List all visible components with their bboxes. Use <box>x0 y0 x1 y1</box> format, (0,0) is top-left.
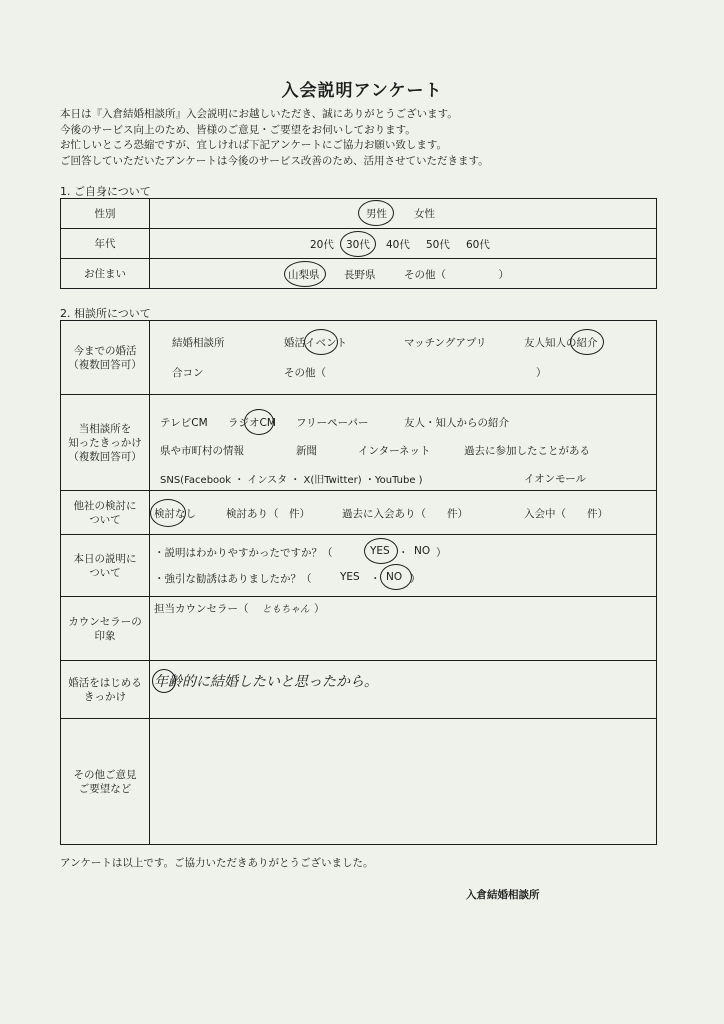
trigger-label-line: （複数回答可） <box>68 450 142 463</box>
explanation-q2-no[interactable]: NO <box>386 571 403 583</box>
trigger-sns-option[interactable]: SNS(Facebook ・ インスタ ・ X(旧Twitter) ・YouTube ) <box>160 475 423 486</box>
gender-options <box>150 199 657 229</box>
start-answer-handwriting: 年齢的に結婚したいと思ったから。 <box>154 674 378 690</box>
trigger-label-line: 知ったきっかけ <box>68 436 142 449</box>
konkatsu-label-line: （複数回答可） <box>68 358 142 371</box>
footer-thanks: アンケートは以上です。ご協力いただきありがとうございました。 <box>60 857 374 869</box>
trigger-aeon-option[interactable]: イオンモール <box>524 473 587 485</box>
section2-heading: 2. 相談所について <box>60 307 151 320</box>
residence-options <box>150 259 657 289</box>
trigger-tvcm-option[interactable]: テレビCM <box>160 417 208 429</box>
explanation-q1-no[interactable]: NO <box>414 545 431 557</box>
konkatsu-friend-option[interactable]: 友人知人の紹介 <box>524 337 598 349</box>
trigger-options <box>150 395 657 491</box>
residence-yamanashi-option[interactable]: 山梨県 <box>288 269 320 281</box>
gender-female-option[interactable]: 女性 <box>414 208 435 220</box>
age-label: 年代 <box>61 229 150 259</box>
explanation-q2-text: ・強引な勧誘はありましたか？（ <box>154 573 312 585</box>
konkatsu-label-line: 今までの婚活 <box>73 344 137 357</box>
age-option-60s[interactable]: 60代 <box>466 239 490 251</box>
trigger-internet-option[interactable]: インターネット <box>358 445 431 457</box>
comments-label <box>61 719 150 845</box>
residence-nagano-option[interactable]: 長野県 <box>344 269 376 281</box>
section2-table <box>60 320 657 845</box>
trigger-city-option[interactable]: 県や市町村の情報 <box>160 445 244 457</box>
counselor-label-line: カウンセラーの <box>68 615 142 628</box>
trigger-newspaper-option[interactable]: 新聞 <box>296 445 317 457</box>
konkatsu-app-option[interactable]: マッチングアプリ <box>404 337 487 349</box>
explanation-label-line: ついて <box>89 566 121 579</box>
age-options <box>150 229 657 259</box>
gender-label: 性別 <box>61 199 150 229</box>
konkatsu-label <box>61 321 150 395</box>
explanation-label-line: 本日の説明に <box>73 552 137 565</box>
explanation-q2-yes[interactable]: YES <box>340 571 360 583</box>
residence-label: お住まい <box>61 259 150 289</box>
explanation-q1-text: ・説明はわかりやすかったですか？（ <box>154 547 333 559</box>
age-option-40s[interactable]: 40代 <box>386 239 410 251</box>
footer-company: 入倉結婚相談所 <box>466 889 540 901</box>
trigger-freepaper-option[interactable]: フリーペーパー <box>296 417 369 429</box>
konkatsu-soudanjo-option[interactable]: 結婚相談所 <box>172 337 225 349</box>
others-current-option[interactable]: 入会中（ 件） <box>524 508 608 520</box>
explanation-options <box>150 535 657 597</box>
section1-heading: 1. ご自身について <box>60 185 151 198</box>
intro-line: お忙しいところ恐縮ですが、宜しければ下記アンケートにご協力お願い致します。 <box>60 139 448 151</box>
start-label <box>61 661 150 719</box>
intro-line: 本日は『入倉結婚相談所』入会説明にお越しいただき、誠にありがとうございます。 <box>60 108 458 120</box>
start-label-line: 婚活をはじめる <box>68 676 142 689</box>
konkatsu-other-option[interactable]: その他（ <box>284 367 326 379</box>
others-label-line: ついて <box>89 513 121 526</box>
intro-line: 今後のサービス向上のため、皆様のご意見・ご要望をお伺いしております。 <box>60 123 416 136</box>
counselor-assigned-suffix: ） <box>314 603 325 615</box>
explanation-q2-sep: ・ <box>370 573 381 585</box>
explanation-q1-sep: ・ <box>398 547 409 559</box>
others-past-option[interactable]: 過去に入会あり（ 件） <box>342 508 468 520</box>
trigger-label <box>61 395 150 491</box>
konkatsu-other-close: ） <box>536 367 547 379</box>
page-title: 入会説明アンケート <box>281 81 443 101</box>
residence-other-option[interactable]: その他（ ） <box>404 269 509 281</box>
start-field[interactable] <box>150 661 657 719</box>
explanation-q2-close: ） <box>410 573 421 585</box>
explanation-label <box>61 535 150 597</box>
konkatsu-event-option[interactable]: 婚活イベント <box>284 337 347 349</box>
others-none-option[interactable]: 検討なし <box>154 508 196 520</box>
explanation-q1-close: ） <box>436 547 447 559</box>
trigger-friend-option[interactable]: 友人・知人からの紹介 <box>404 417 509 429</box>
others-label-line: 他社の検討に <box>73 499 137 512</box>
counselor-assigned-prefix: 担当カウンセラー（ <box>154 603 249 615</box>
explanation-q1-yes[interactable]: YES <box>370 545 390 557</box>
comments-label-line: その他ご意見 <box>73 768 137 781</box>
others-some-option[interactable]: 検討あり（ 件） <box>226 508 310 520</box>
intro-text <box>60 107 489 169</box>
counselor-field[interactable] <box>150 597 657 661</box>
trigger-radiocm-option[interactable]: ラジオCM <box>228 417 276 429</box>
counselor-assigned-name: ともちゃん <box>262 604 310 615</box>
counselor-label <box>61 597 150 661</box>
intro-line: ご回答していただいたアンケートは今後のサービス改善のため、活用させていただきます。 <box>60 154 489 167</box>
trigger-label-line: 当相談所を <box>78 422 132 435</box>
start-label-line: きっかけ <box>84 690 126 703</box>
comments-field[interactable] <box>150 719 657 845</box>
comments-label-line: ご要望など <box>78 782 132 795</box>
others-label <box>61 491 150 535</box>
age-option-30s[interactable]: 30代 <box>346 239 370 251</box>
konkatsu-options <box>150 321 657 395</box>
konkatsu-goukon-option[interactable]: 合コン <box>172 367 204 379</box>
counselor-label-line: 印象 <box>94 629 116 642</box>
age-option-20s[interactable]: 20代 <box>310 239 334 251</box>
section1-table <box>60 198 657 289</box>
others-options <box>150 491 657 535</box>
gender-male-option[interactable]: 男性 <box>366 208 387 220</box>
trigger-past-option[interactable]: 過去に参加したことがある <box>464 445 590 457</box>
age-option-50s[interactable]: 50代 <box>426 239 450 251</box>
